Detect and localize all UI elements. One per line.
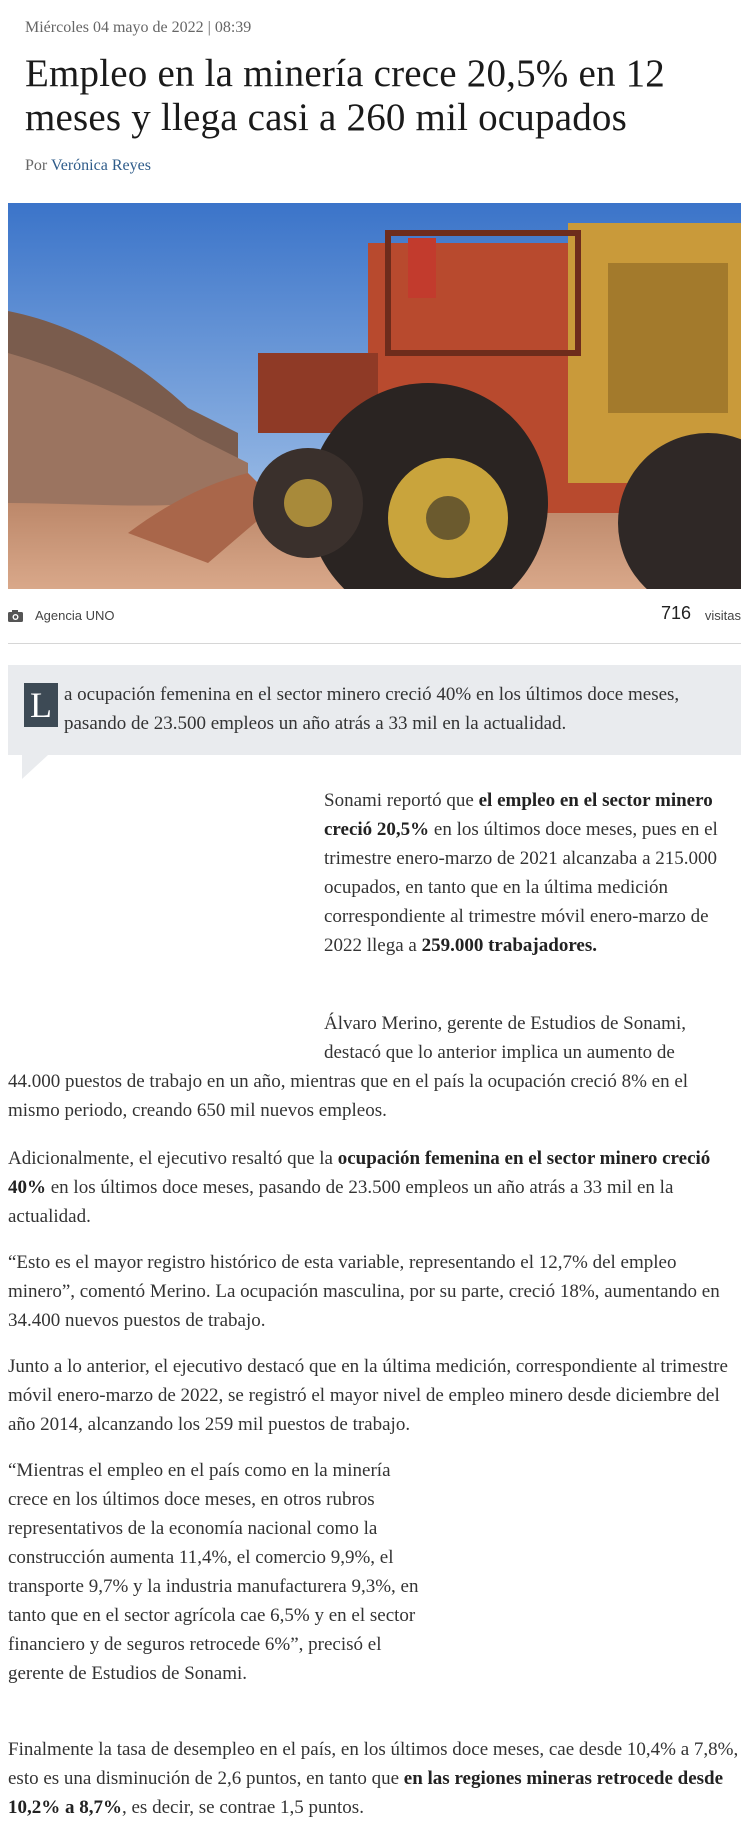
paragraph-4: “Esto es el mayor registro histórico de esta variable, representando el 12,7% del empleo minero”, comentó Merino. La ocupación masculina, por su parte, creció 18%, aumentando en 34.400 nuevos puestos de trabajo. <box>8 1252 720 1331</box>
paragraph-7 <box>8 1735 743 1822</box>
author-link[interactable]: Verónica Reyes <box>50 157 151 174</box>
paragraph-6: “Mientras el empleo en el país como en la minería crece en los últimos doce meses, en otros rubros representativos de la economía nacional como la construcción aumenta 11,4%, el comercio 9,9%, el transporte 9,7% y la industria manufacturera 9,3%, en tanto que en el sector agrícola cae 6,5% y en el sector financiero y de seguros retrocede 6%”, precisó el gerente de Estudios de Sonami. <box>8 1460 419 1684</box>
article-photo <box>8 203 741 589</box>
p7-text-a: Finalmente la tasa de desempleo en el país, en los últimos doce meses, cae desde 10,4% a 7,8%, esto es una disminución de 2,6 puntos, en tanto que <box>8 1739 739 1789</box>
byline-prefix: Por <box>25 157 48 174</box>
p1-bold-b: el empleo en el sector minero creció 20,5% <box>324 790 713 840</box>
lead-text: a ocupación femenina en el sector minero creció 40% en los últimos doce meses, pasando de 23.500 empleos un año atrás a 33 mil en la actualidad. <box>64 684 680 734</box>
p7-text-c: , es decir, se contrae 1,5 puntos. <box>122 1797 364 1818</box>
drop-cap: L <box>24 683 58 727</box>
article-title: Empleo en la minería crece 20,5% en 12 meses y llega casi a 260 mil ocupados <box>25 52 665 139</box>
views-label: visitas <box>704 608 741 623</box>
mining-truck-image <box>8 203 741 589</box>
divider <box>8 643 741 644</box>
p1-bold-d: 259.000 trabajadores. <box>421 935 597 956</box>
camera-icon <box>8 610 23 622</box>
p3-bold-b: ocupación femenina en el sector minero creció 40% <box>8 1148 711 1198</box>
byline <box>25 157 151 175</box>
p3-text-a: Adicionalmente, el ejecutivo resaltó que la <box>8 1148 338 1169</box>
paragraph-5: Junto a lo anterior, el ejecutivo destacó que en la última medición, correspondiente al trimestre móvil enero-marzo de 2022, se registró el mayor nivel de empleo minero desde diciembre del año 2014, alcanzando los 259 mil puestos de trabajo. <box>8 1356 728 1435</box>
paragraph-2-rest: 44.000 puestos de trabajo en un año, mientras que en el país la ocupación creció 8% en el mismo periodo, creando 650 mil nuevos empleos. <box>8 1071 689 1121</box>
paragraph-2-line-2: destacó que lo anterior implica un aumento de <box>324 1042 675 1063</box>
photo-meta <box>8 603 741 633</box>
paragraph-1 <box>324 786 744 960</box>
lead-box <box>8 665 741 755</box>
p1-text-a: Sonami reportó que <box>324 790 479 811</box>
paragraph-2-line-1: Álvaro Merino, gerente de Estudios de Sonami, <box>324 1013 686 1034</box>
lead-box-tail <box>22 755 48 779</box>
paragraph-3 <box>8 1144 743 1231</box>
p7-bold-b: en las regiones mineras retrocede desde 10,2% a 8,7% <box>8 1768 724 1818</box>
article-date: Miércoles 04 mayo de 2022 | 08:39 <box>25 19 252 36</box>
photo-credit: Agencia UNO <box>35 608 115 623</box>
views-count: 716 <box>660 603 691 623</box>
p3-text-c: en los últimos doce meses, pasando de 23.500 empleos un año atrás a 33 mil en la actualidad. <box>8 1177 674 1227</box>
p1-text-c: en los últimos doce meses, pues en el trimestre enero-marzo de 2021 alcanzaba a 215.000 ocupados, en tanto que en la última medición correspondiente al trimestre móvil enero-marzo de 2022 llega a <box>324 819 718 956</box>
